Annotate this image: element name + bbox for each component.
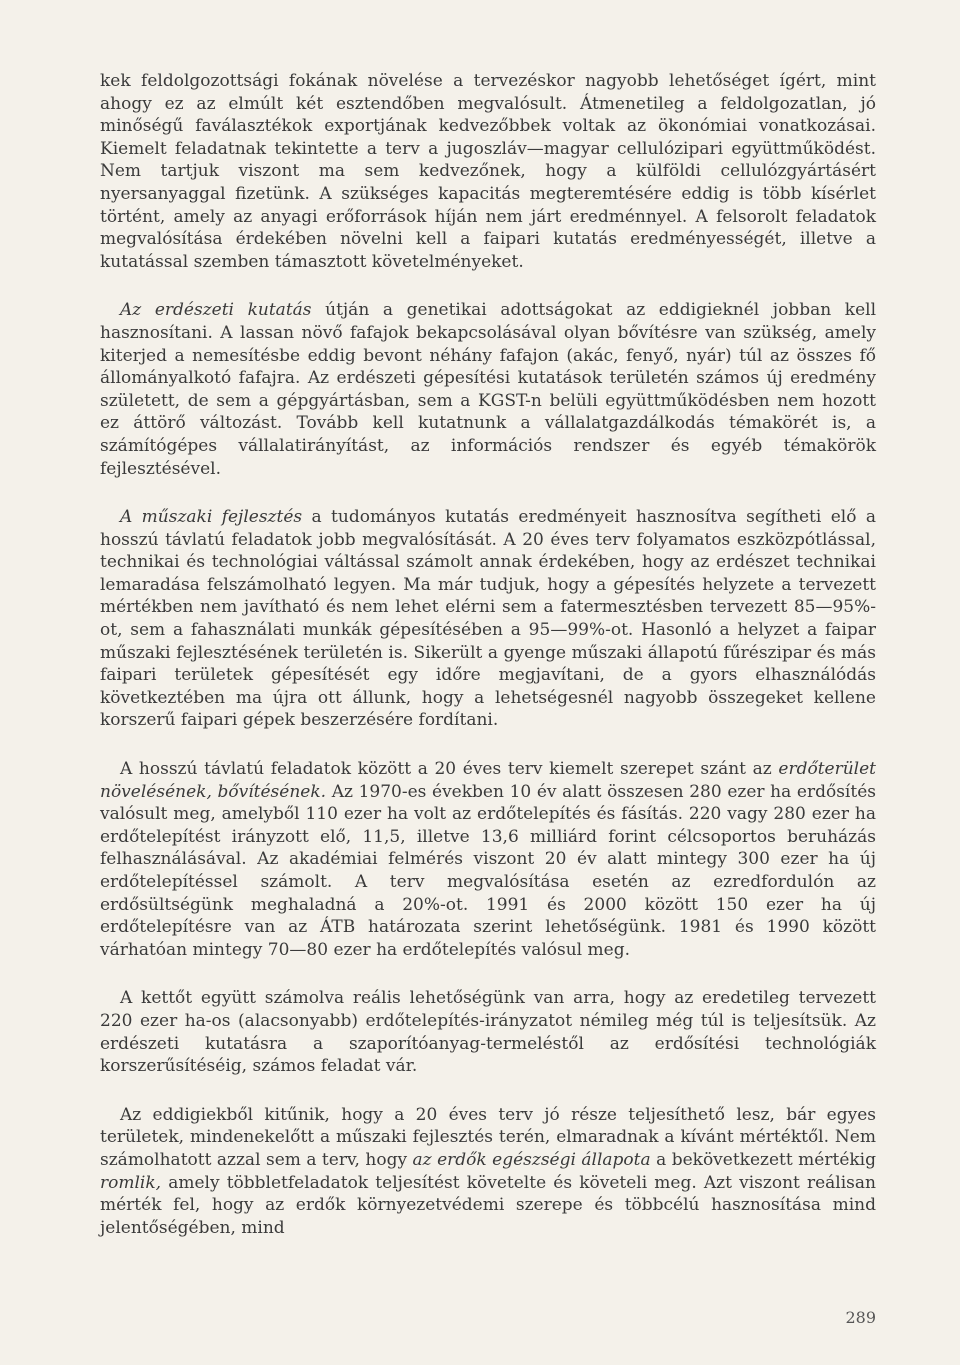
paragraph-6-italic-2: romlik, bbox=[100, 1172, 162, 1193]
paragraph-5 bbox=[100, 987, 876, 1077]
paragraph-5-text: A kettőt együtt számolva reális lehetőségünk van arra, hogy az eredetileg tervezett 220 ezer ha-os (alacsonyabb) erdőtelepítés-irányzatot némileg még túl is teljesítsük. Az erdészeti kutatásra a szaporítóanyag-termeléstől az erdősítési technológiák korszerűsítéséig, számos feladat vár. bbox=[100, 988, 876, 1077]
paragraph-6 bbox=[100, 1104, 876, 1240]
paragraph-4-text: Az 1970-es években 10 év alatt összesen 280 ezer ha erdősítés valósult meg, amelyből 110 ezer ha volt az erdőtelepítés és fásítás. 220 vagy 280 ezer ha erdőtelepítést irányzott elő, 11,5, illetve 13,6 milliárd forint célcsoportos beruházás felhasználásával. Az akadémiai felmérés viszont 20 év alatt mintegy 300 ezer ha új erdőtelepítéssel számolt. A terv megvalósítása esetén az ezredfordulón az erdősültségünk meghaladná a 20%-ot. 1991 és 2000 között 150 ezer ha új erdőtelepítésre van az ÁTB határozata szerint lehetőségünk. 1981 és 1990 között várhatóan mintegy 70—80 ezer ha erdőtelepítés valósul meg. bbox=[100, 781, 876, 960]
paragraph-6-italic-1: az erdők egészségi állapota bbox=[412, 1149, 651, 1170]
paragraph-1-text: kek feldolgozottsági fokának növelése a tervezéskor nagyobb lehetőséget ígért, mint ahogy ez az elmúlt két esztendőben megvalósult. Átmenetileg a feldolgozatlan, jó minőségű faválasztékok exportjának kedvezőbbek voltak az ökonómiai vonatkozásai. Kiemelt feladatnak tekintette a terv a jugoszláv—magyar cellulózipari együttműködést. Nem tartjuk viszont ma sem kedvezőnek, hogy a külföldi cellulózgyártásért nyersanyaggal fizetünk. A szükséges kapacitás megteremtésére eddig is több kísérlet történt, amely az anyagi erőforrások híján nem járt eredménnyel. A felsorolt feladatok megvalósítása érdekében növelni kell a faipari kutatás eredményességét, illetve a kutatással szemben támasztott követelményeket. bbox=[100, 71, 876, 272]
paragraph-6-mid: a bekövetkezett mértékig bbox=[650, 1149, 876, 1170]
paragraph-2 bbox=[100, 299, 876, 480]
paragraph-1 bbox=[100, 70, 876, 273]
paragraph-4-pre: A hosszú távlatú feladatok között a 20 éves terv kiemelt szerepet szánt az bbox=[120, 759, 779, 780]
paragraph-3 bbox=[100, 506, 876, 732]
paragraph-2-italic-lead: Az erdészeti kutatás bbox=[120, 300, 312, 321]
paragraph-3-text: a tudományos kutatás eredményeit hasznosítva segítheti elő a hosszú távlatú feladatok jobb megvalósítását. A 20 éves terv folyamatos eszközpótlással, technikai és technológiai váltással számolt annak érdekében, hogy az erdészet technikai lemaradása felszámolható legyen. Ma már tudjuk, hogy a gépesítés helyzete a tervezett mértékben nem javítható és nem lehet elérni sem a fatermesztésben tervezett 85—95%-ot, sem a fahasználati munkák gépesítésében a 95—99%-ot. Hasonló a helyzet a faipar műszaki fejlesztésének területén is. Sikerült a gyenge műszaki állapotú fűrészipar és más faipari területek gépesítését egy időre megjavítani, de a gyors elhasználódás következtében ma újra ott állunk, hogy a lehetségesnél nagyobb összegeket kellene korszerű faipari gépek beszerzésére fordítani. bbox=[100, 507, 876, 731]
paragraph-2-text: útján a genetikai adottságokat az eddigieknél jobban kell hasznosítani. A lassan növő fafajok bekapcsolásával olyan bővítésre van szükség, amely kiterjed a nemesítésbe eddig bevont néhány fafajon (akác, fenyő, nyár) túl az összes fő állományalkotó fafajra. Az erdészeti gépesítési kutatások területén számos új eredmény született, de sem a gépgyártásban, sem a KGST-n belüli együttműködésben nem hozott ez áttörő változást. Tovább kell kutatnunk a vállalatgazdálkodás témakörét is, a számítógépes vállalatirányítást, az információs rendszer és egyéb témakörök fejlesztésével. bbox=[100, 300, 877, 479]
paragraph-6-text: amely többletfeladatok teljesítést követelte és követeli meg. Azt viszont reálisan mérték fel, hogy az erdők környezetvédemi szerepe és többcélú hasznosítása mind jelentőségében, mind bbox=[100, 1172, 876, 1238]
paragraph-4 bbox=[100, 758, 876, 961]
paragraph-4-italic: erdőterület növelésének, bővítésének. bbox=[100, 759, 876, 802]
paragraph-6-pre: Az eddigiekből kitűnik, hogy a 20 éves terv jó része teljesíthető lesz, bár egyes területek, mindenekelőtt a műszaki fejlesztés terén, elmaradnak a kívánt mértéktől. Nem számolhatott azzal sem a terv, hogy bbox=[100, 1104, 876, 1170]
page-number: 289 bbox=[845, 1308, 876, 1327]
paragraph-3-italic-lead: A műszaki fejlesztés bbox=[120, 507, 303, 528]
